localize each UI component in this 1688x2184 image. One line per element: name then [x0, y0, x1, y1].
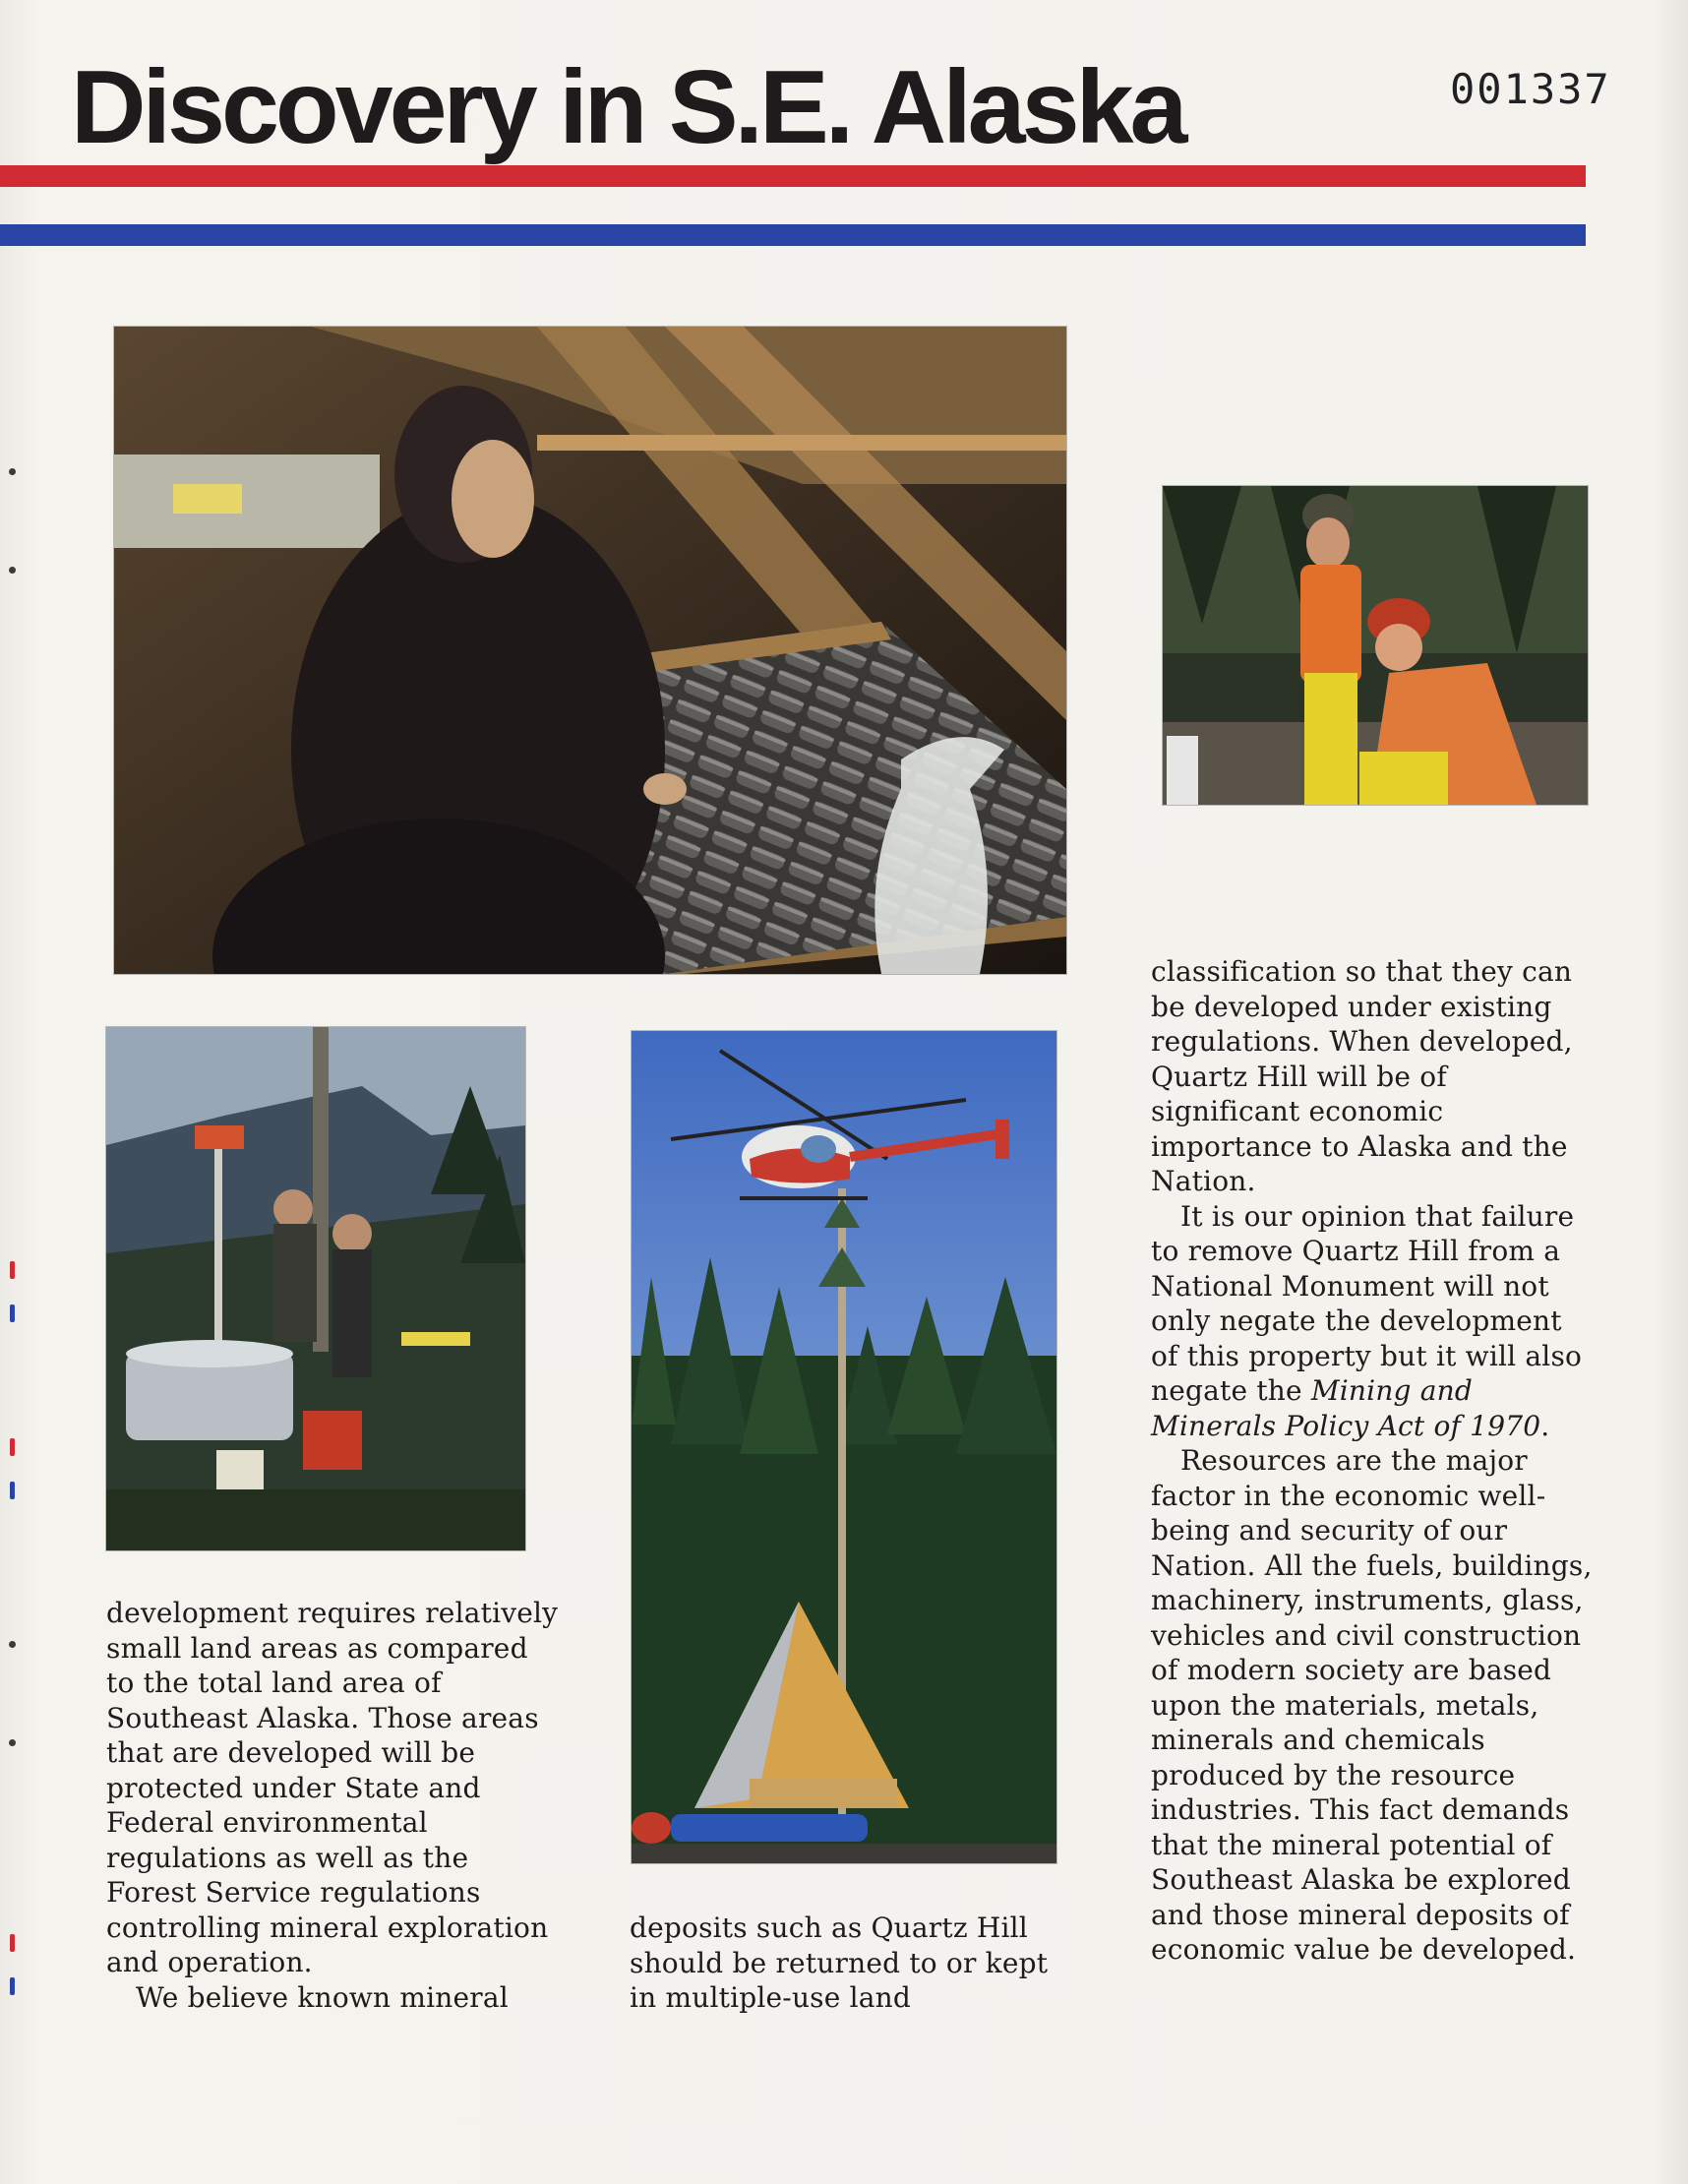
staple-hole — [9, 1641, 16, 1648]
body-paragraph: We believe known mineral — [136, 1980, 509, 2014]
photo-helicopter-over-a-frame-cabin-icon — [632, 1031, 1056, 1863]
body-paragraph: deposits such as Quartz Hill should be returned to or kept in multiple-use land — [630, 1911, 1049, 2014]
body-paragraph: classification so that they can be developed under existing regulations. When developed, Quartz Hill will be of significant economic importance to Alaska and the Nation. — [1151, 955, 1573, 1197]
photo-woman-examining-drill-cores-icon — [114, 327, 1066, 974]
binding-mark — [10, 1482, 15, 1499]
header-blue-stripe — [0, 224, 1586, 246]
paragraph-text: . — [1540, 1409, 1550, 1442]
right-text-column — [1151, 954, 1594, 1968]
left-text-column — [106, 1596, 559, 2015]
act-title: Mining and Minerals Policy Act of 1970 — [1151, 1374, 1541, 1442]
photo-geologists — [1163, 486, 1588, 805]
binding-mark — [10, 1304, 15, 1322]
staple-hole — [9, 1739, 16, 1746]
middle-text-column — [630, 1911, 1062, 2016]
binding-mark — [10, 1438, 15, 1456]
photo-drilling-equipment-on-mountainside-icon — [106, 1027, 525, 1550]
header-red-stripe — [0, 165, 1586, 187]
photo-two-geologists-in-orange-vests-icon — [1163, 486, 1588, 805]
body-paragraph — [1151, 1199, 1594, 1444]
photo-drill-site — [106, 1027, 525, 1550]
binding-mark — [10, 1261, 15, 1279]
page-title: Discovery in S.E. Alaska — [71, 49, 1184, 165]
photo-core-sample-shed — [114, 327, 1066, 974]
staple-hole — [9, 567, 16, 574]
binding-mark — [10, 1934, 15, 1952]
paragraph-text: It is our opinion that failure to remove Quartz Hill from a National Monument will not only negate the development of this property but it will also negate the — [1151, 1199, 1583, 1407]
binding-mark — [10, 1977, 15, 1995]
document-number: 001337 — [1450, 65, 1611, 113]
body-paragraph: Resources are the major factor in the economic well-being and security of our Nation. All the fuels, buildings, machinery, instruments, glass, vehicles and civil construction of modern society are based upon the materials, metals, minerals and chemicals produced by the resource industries. This fact demands that the mineral potential of Southeast Alaska be explored and those mineral deposits of economic value be developed. — [1151, 1444, 1593, 1966]
body-paragraph: development requires relatively small land areas as compared to the total land area of Southeast Alaska. Those areas that are developed will be protected under State and Federal environmental regulations as well as the Forest Service regulations controlling mineral exploration and operation. — [106, 1597, 559, 1978]
staple-hole — [9, 468, 16, 475]
photo-helicopter-camp — [632, 1031, 1056, 1863]
